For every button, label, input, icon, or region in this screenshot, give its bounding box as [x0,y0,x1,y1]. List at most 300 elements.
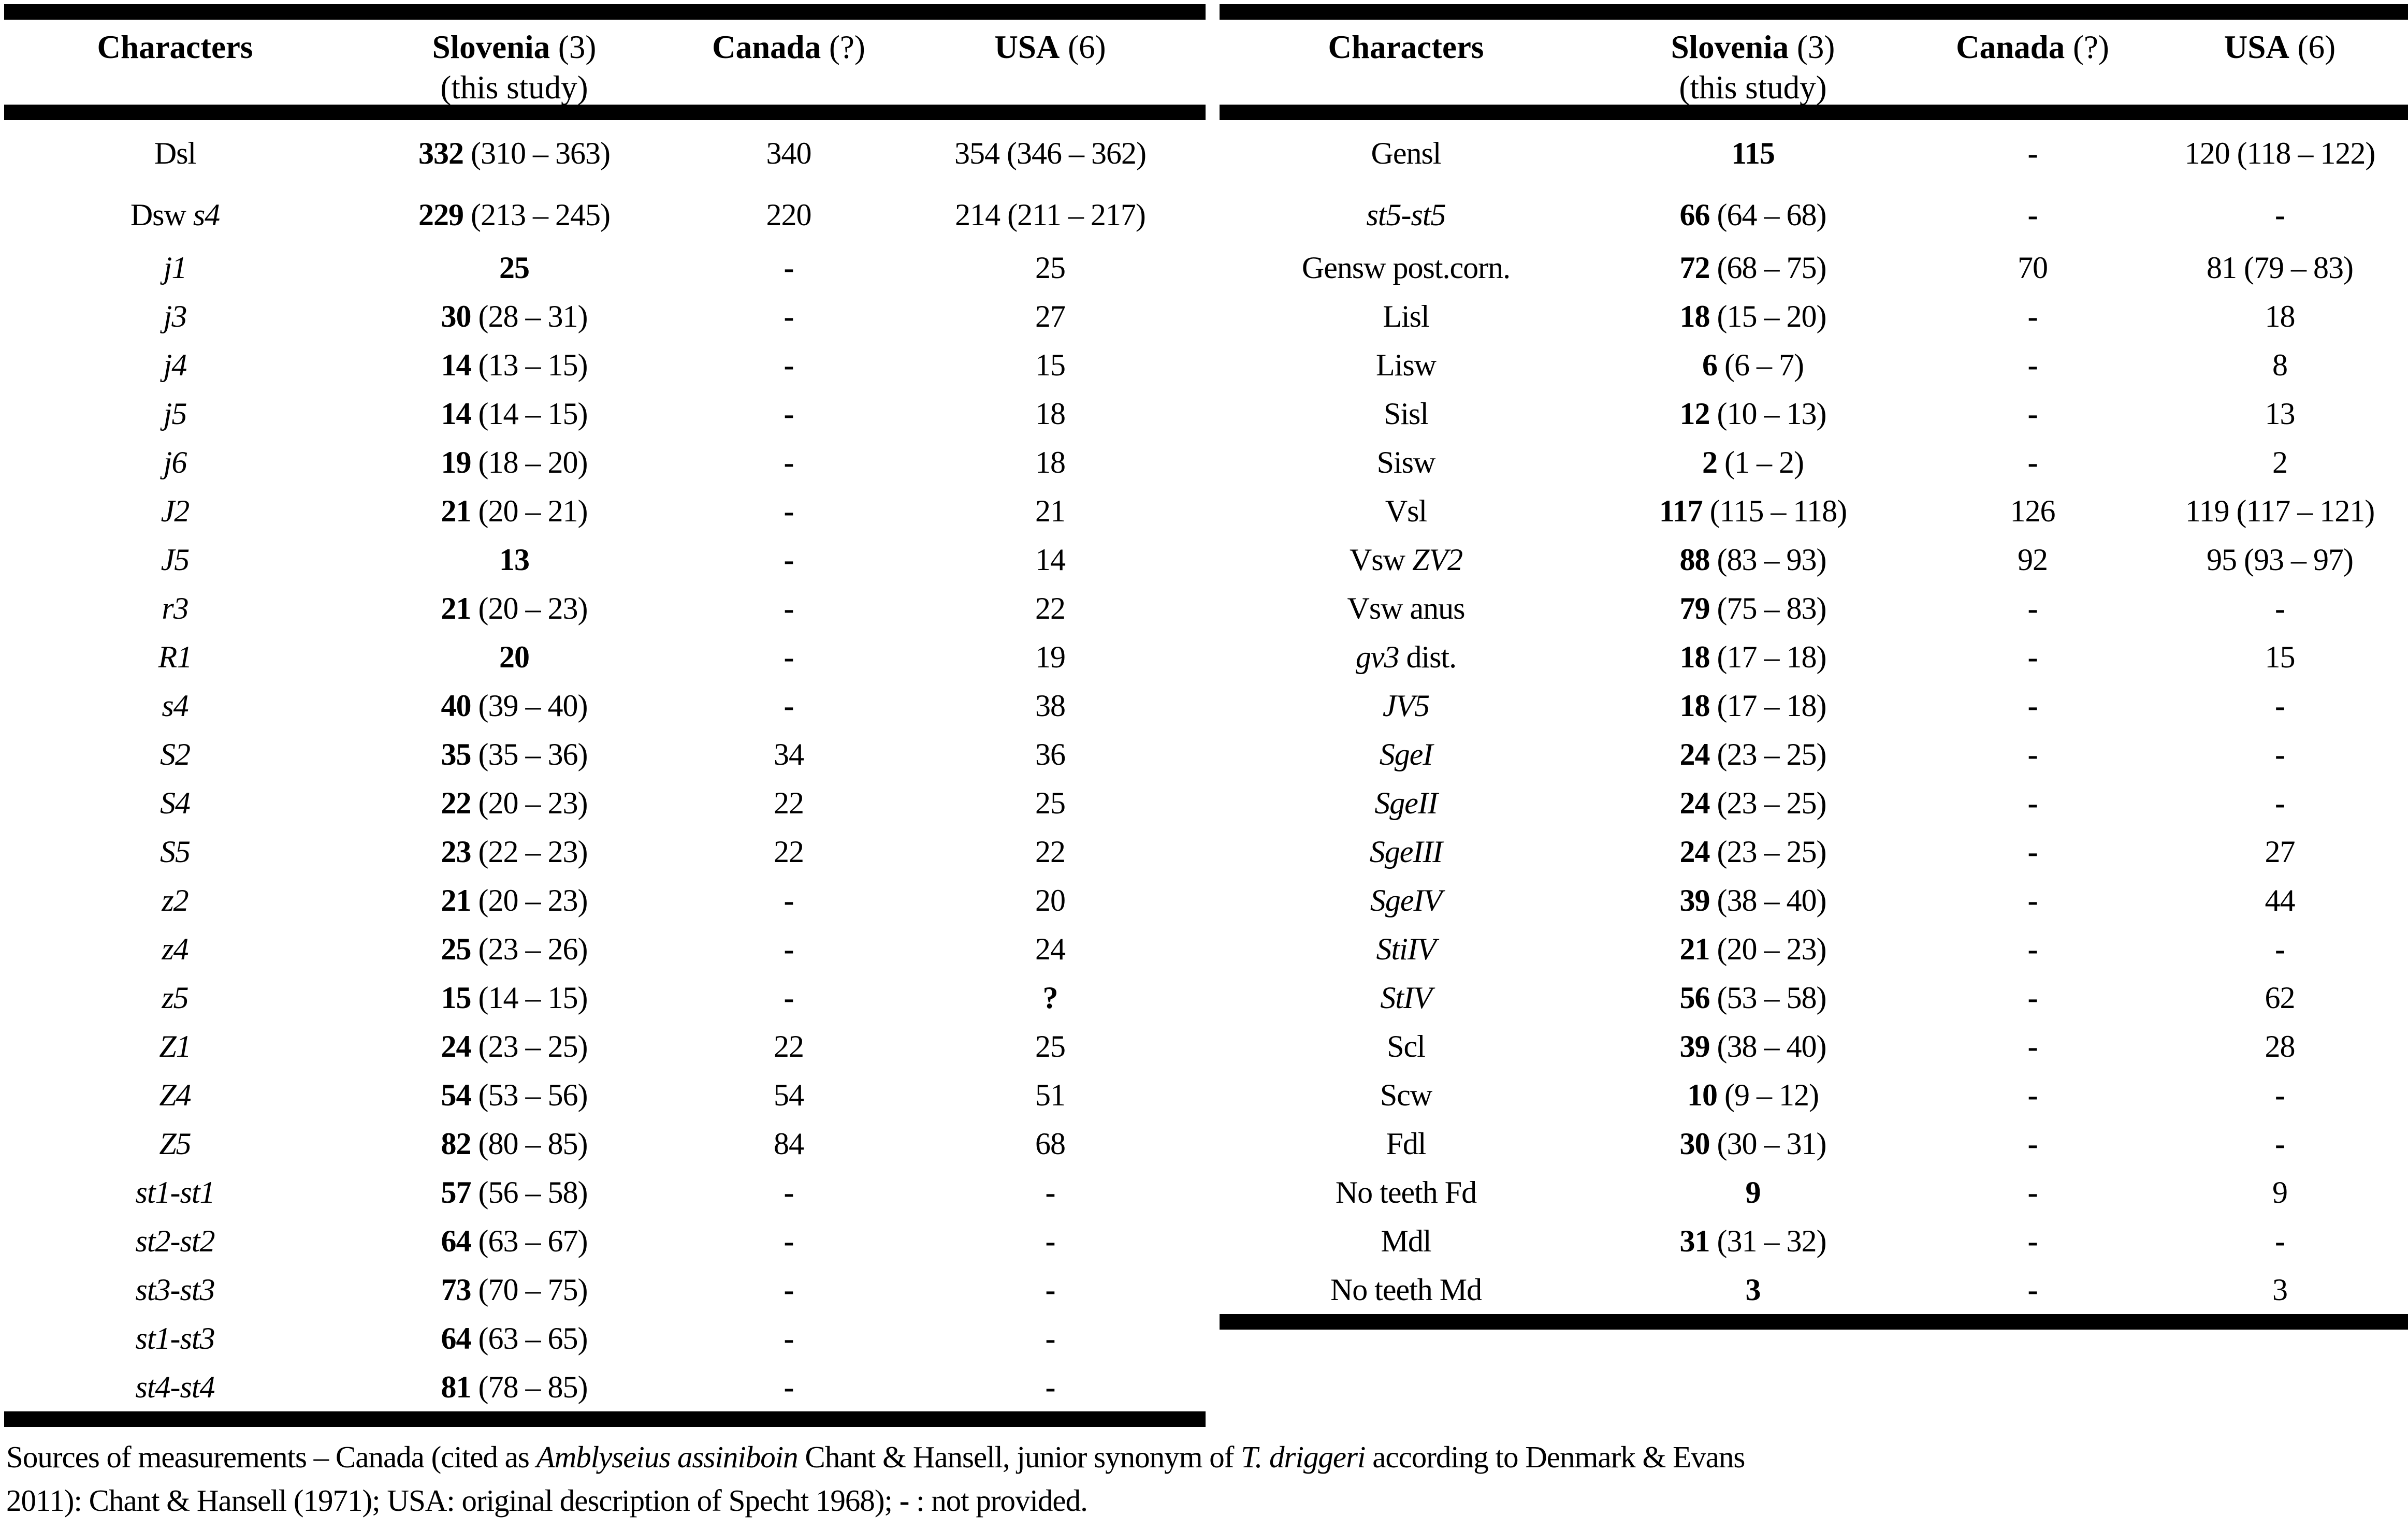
canada-value: 92 [2018,543,2048,577]
character-label-segment: Scw [1380,1078,1432,1112]
slovenia-value: 6 (6 – 7) [1702,348,1804,382]
slovenia-mean: 30 [441,299,471,333]
slovenia-subheader: (this study) [1679,69,1827,106]
character-label [1220,640,1592,674]
canada-sample-count: (?) [2072,29,2109,65]
usa-value [2152,591,2408,625]
usa-value: 15 [2265,640,2295,674]
canada-value [683,1321,895,1355]
usa-value: 8 [2272,348,2287,382]
slovenia-value: 15 (14 – 15) [441,981,588,1015]
slovenia-value: 25 (23 – 26) [441,932,588,966]
not-provided-dash: - [2027,445,2038,479]
canada-value: 22 [774,835,804,869]
not-provided-dash: - [784,1321,794,1355]
character-label [1220,883,1592,917]
slovenia-mean: 40 [441,689,471,723]
right-table-body [1220,120,2408,1314]
character-label-segment: No teeth Fd [1335,1175,1477,1209]
character-label [4,198,346,232]
character-label [1220,1029,1592,1063]
usa-value: 95 (93 – 97) [2207,543,2353,577]
slovenia-value: 18 (17 – 18) [1679,689,1826,723]
slovenia-value: 31 (31 – 32) [1679,1224,1826,1258]
not-provided-dash: - [2275,1224,2285,1258]
character-label [4,835,346,869]
usa-value: 25 [1035,786,1065,820]
column-header-usa [2152,20,2408,105]
left-measurements-table [4,4,1206,1427]
canada-value [1913,348,2152,382]
footnote-text-segment: Amblyseius assiniboin [536,1440,798,1474]
usa-value [2152,1127,2408,1161]
slovenia-mean: 3 [1745,1273,1761,1307]
not-provided-dash: - [784,1370,794,1404]
not-provided-dash: - [784,1224,794,1258]
slovenia-value [1592,1175,1913,1209]
left-table-header [4,20,1206,105]
usa-value: 3 [2272,1273,2287,1307]
canada-value [683,299,895,333]
usa-value: 25 [1035,251,1065,285]
canada-value [1913,136,2152,170]
slovenia-mean: 39 [1679,883,1710,917]
table-row [1220,1119,2408,1168]
not-provided-dash: - [784,689,794,723]
slovenia-subheader: (this study) [440,69,588,106]
table-row [4,243,1206,292]
canada-header-label: Canada [1956,29,2065,65]
character-label [4,981,346,1015]
footnote-text-segment: 2011): Chant & Hansell (1971); USA: original description of Specht 1968); [6,1483,900,1518]
canada-value [1913,1224,2152,1258]
character-label [4,299,346,333]
character-label [1220,397,1592,431]
slovenia-mean: 18 [1679,299,1710,333]
character-label [1220,981,1592,1015]
character-label [1220,737,1592,771]
character-label-segment: Fdl [1386,1127,1426,1161]
canada-value [683,640,895,674]
unknown-value: ? [1042,981,1058,1015]
canada-value [1913,883,2152,917]
not-provided-dash: - [2027,981,2038,1015]
table-row [4,1314,1206,1363]
canada-value: 22 [774,1029,804,1063]
footnote-text-segment: Chant & Hansell, junior synonym of [797,1440,1241,1474]
character-label-segment: j5 [163,397,187,431]
table-footnote [6,1435,2404,1522]
table-row [4,1217,1206,1265]
not-provided-dash: - [2027,198,2038,232]
usa-sample-count: (6) [1068,29,1106,65]
usa-value: 18 [2265,299,2295,333]
slovenia-value: 18 (17 – 18) [1679,640,1826,674]
slovenia-mean: 18 [1679,640,1710,674]
not-provided-dash: - [2275,1127,2285,1161]
character-label [4,445,346,479]
table-row [1220,487,2408,535]
canada-value [1913,299,2152,333]
character-label-segment: Dsw [130,198,193,232]
usa-value: 22 [1035,835,1065,869]
canada-value [683,883,895,917]
slovenia-value: 30 (28 – 31) [441,299,588,333]
usa-value [2152,786,2408,820]
slovenia-value: 24 (23 – 25) [441,1029,588,1063]
table-row [4,292,1206,341]
slovenia-value: 64 (63 – 65) [441,1321,588,1355]
canada-value: 84 [774,1127,804,1161]
slovenia-mean: 64 [441,1321,471,1355]
not-provided-dash: - [2027,397,2038,431]
not-provided-dash: - [2275,689,2285,723]
table-row [4,535,1206,584]
table-row [1220,535,2408,584]
usa-value [895,1321,1206,1355]
character-label [1220,1078,1592,1112]
character-label [4,883,346,917]
slovenia-mean: 25 [499,251,529,285]
character-label-segment: gv3 [1355,640,1399,674]
not-provided-dash: - [2275,786,2285,820]
character-label [1220,1224,1592,1258]
slovenia-value [346,640,683,674]
character-label-segment: J2 [161,494,190,528]
character-label [1220,591,1592,625]
character-label [1220,932,1592,966]
slovenia-value: 39 (38 – 40) [1679,1029,1826,1063]
usa-value: 51 [1035,1078,1065,1112]
canada-value [683,397,895,431]
character-label-segment: s4 [193,198,220,232]
canada-value [683,251,895,285]
usa-value [895,1175,1206,1209]
slovenia-value: 81 (78 – 85) [441,1370,588,1404]
slovenia-mean: 332 [418,136,464,170]
slovenia-header-line1 [346,27,683,67]
usa-value [2152,1224,2408,1258]
not-provided-dash: - [784,1273,794,1307]
slovenia-value: 19 (18 – 20) [441,445,588,479]
slovenia-mean: 229 [418,198,464,232]
slovenia-value [346,543,683,577]
usa-value: 44 [2265,883,2295,917]
slovenia-value: 10 (9 – 12) [1687,1078,1819,1112]
not-provided-dash: - [784,397,794,431]
character-label-segment: Dsl [154,136,196,170]
table-row [4,120,1206,186]
character-label [4,640,346,674]
usa-value: 81 (79 – 83) [2207,251,2353,285]
usa-value [895,1224,1206,1258]
character-label-segment: st5-st5 [1366,198,1446,232]
character-label-segment: Vsw anus [1347,591,1465,625]
usa-value: 38 [1035,689,1065,723]
table-row [1220,186,2408,243]
slovenia-mean: 73 [441,1273,471,1307]
not-provided-dash: - [784,591,794,625]
not-provided-dash: - [784,1175,794,1209]
slovenia-mean: 9 [1745,1175,1761,1209]
column-header-slovenia [346,20,683,105]
character-label [1220,689,1592,723]
slovenia-mean: 24 [1679,737,1710,771]
column-header-characters [1220,20,1592,105]
character-label [1220,299,1592,333]
slovenia-value: 2 (1 – 2) [1702,445,1804,479]
canada-value [683,543,895,577]
table-row [4,389,1206,438]
not-provided-dash: - [2027,640,2038,674]
usa-value: 14 [1035,543,1065,577]
not-provided-dash: - [784,299,794,333]
not-provided-dash: - [2027,1224,2038,1258]
slovenia-mean: 72 [1679,251,1710,285]
slovenia-mean: 21 [441,494,471,528]
table-row [1220,730,2408,779]
usa-value [2152,1078,2408,1112]
usa-value: 20 [1035,883,1065,917]
character-label-segment: StIV [1380,981,1432,1015]
slovenia-value: 23 (22 – 23) [441,835,588,869]
footnote-text-segment: : not provided. [909,1483,1087,1518]
character-label [4,1321,346,1355]
table-row [4,681,1206,730]
slovenia-mean: 30 [1679,1127,1710,1161]
canada-value: 54 [774,1078,804,1112]
slovenia-value: 66 (64 – 68) [1679,198,1826,232]
slovenia-value: 30 (30 – 31) [1679,1127,1826,1161]
not-provided-dash: - [2275,591,2285,625]
table-row [1220,1022,2408,1071]
not-provided-dash: - [1045,1224,1055,1258]
slovenia-value: 21 (20 – 23) [441,883,588,917]
character-label [1220,543,1592,577]
not-provided-dash: - [2027,835,2038,869]
column-header-canada [1913,20,2152,105]
character-label-segment: s4 [162,689,188,723]
canada-value [1913,981,2152,1015]
slovenia-value: 24 (23 – 25) [1679,786,1826,820]
character-label-segment: Z1 [159,1029,191,1063]
slovenia-value: 24 (23 – 25) [1679,835,1826,869]
usa-value: 36 [1035,737,1065,771]
usa-value: 27 [1035,299,1065,333]
slovenia-header-label: Slovenia [432,29,550,65]
canada-value [1913,932,2152,966]
character-label [1220,251,1592,285]
slovenia-mean: 88 [1679,543,1710,577]
table-row [4,487,1206,535]
character-label-segment: S5 [160,835,190,869]
not-provided-dash: - [784,932,794,966]
not-provided-dash: - [2027,136,2038,170]
slovenia-mean: 117 [1659,494,1703,528]
character-label [4,689,346,723]
character-label-segment: Scl [1387,1029,1425,1063]
slovenia-mean: 22 [441,786,471,820]
slovenia-mean: 54 [441,1078,471,1112]
canada-value [1913,835,2152,869]
usa-value [2152,737,2408,771]
character-label [4,136,346,170]
character-label-segment: Vsl [1385,494,1427,528]
slovenia-mean: 115 [1731,136,1775,170]
usa-value: 27 [2265,835,2295,869]
footnote-line-1 [6,1435,2404,1479]
not-provided-dash: - [2027,1127,2038,1161]
slovenia-mean: 24 [1679,786,1710,820]
character-label [4,786,346,820]
not-provided-dash: - [2027,1175,2038,1209]
slovenia-mean: 21 [441,591,471,625]
usa-value: 21 [1035,494,1065,528]
characters-header-label: Characters [97,29,253,65]
canada-value [683,1273,895,1307]
character-label [4,1127,346,1161]
slovenia-mean: 24 [1679,835,1710,869]
slovenia-mean: 31 [1679,1224,1710,1258]
slovenia-value [346,251,683,285]
canada-value: 340 [766,136,811,170]
character-label [4,543,346,577]
canada-value [1913,689,2152,723]
slovenia-value: 64 (63 – 67) [441,1224,588,1258]
not-provided-dash: - [1045,1273,1055,1307]
canada-value [1913,591,2152,625]
footnote-text-segment: Sources of measurements – Canada (cited as [6,1440,536,1474]
table-row [4,1071,1206,1119]
slovenia-mean: 35 [441,737,471,771]
not-provided-dash: - [2275,932,2285,966]
slovenia-value: 88 (83 – 93) [1679,543,1826,577]
not-provided-dash: - [2027,932,2038,966]
slovenia-value: 14 (14 – 15) [441,397,588,431]
usa-value: 22 [1035,591,1065,625]
not-provided-dash: - [784,883,794,917]
character-label-segment: S4 [160,786,190,820]
character-label [1220,1273,1592,1307]
right-table-top-rule [1220,4,2408,20]
slovenia-value: 14 (13 – 15) [441,348,588,382]
character-label [4,494,346,528]
table-row [1220,1265,2408,1314]
slovenia-value: 72 (68 – 75) [1679,251,1826,285]
character-label [4,1175,346,1209]
not-provided-dash: - [1045,1321,1055,1355]
usa-value [895,1273,1206,1307]
slovenia-value: 21 (20 – 23) [441,591,588,625]
not-provided-dash: - [2027,591,2038,625]
character-label-segment: SgeIV [1370,883,1442,917]
character-label [1220,786,1592,820]
footnote-line-2 [6,1479,2404,1522]
character-label [4,591,346,625]
slovenia-value: 79 (75 – 83) [1679,591,1826,625]
canada-value [683,981,895,1015]
character-label-segment: Gensw post.corn. [1301,251,1511,285]
character-label-segment: z2 [162,883,188,917]
character-label-segment: st3-st3 [135,1273,215,1307]
table-row [1220,389,2408,438]
table-row [4,186,1206,243]
table-row [4,1265,1206,1314]
slovenia-mean: 21 [1679,932,1710,966]
slovenia-mean: 15 [441,981,471,1015]
table-row [1220,120,2408,186]
character-label [4,1273,346,1307]
table-row [1220,1217,2408,1265]
column-header-characters [4,20,346,105]
usa-value: 25 [1035,1029,1065,1063]
character-label [4,932,346,966]
table-row [1220,243,2408,292]
canada-value [683,932,895,966]
slovenia-mean: 2 [1702,445,1718,479]
canada-value [683,689,895,723]
slovenia-mean: 25 [441,932,471,966]
not-provided-dash: - [2027,786,2038,820]
character-label-segment: Z5 [159,1127,191,1161]
slovenia-value: 35 (35 – 36) [441,737,588,771]
not-provided-dash: - [1045,1370,1055,1404]
usa-header-label: USA [994,29,1060,65]
characters-header-label: Characters [1328,29,1484,65]
character-label-segment: j4 [163,348,187,382]
usa-value [2152,689,2408,723]
table-row [1220,292,2408,341]
table-row [4,341,1206,389]
slovenia-mean: 39 [1679,1029,1710,1063]
canada-value [1913,1029,2152,1063]
slovenia-mean: 79 [1679,591,1710,625]
canada-header-label: Canada [712,29,821,65]
footnote-text-segment: according to Denmark & Evans [1365,1440,1745,1474]
canada-value [683,494,895,528]
slovenia-value: 117 (115 – 118) [1659,494,1847,528]
character-label-segment: SgeIII [1369,835,1443,869]
character-label-segment: Gensl [1371,136,1441,170]
table-row [4,876,1206,925]
character-label-segment: Sisw [1376,445,1435,479]
character-label [4,1370,346,1404]
canada-value: 220 [766,198,811,232]
column-header-slovenia [1592,20,1913,105]
table-row [4,633,1206,681]
not-provided-dash: - [2027,299,2038,333]
slovenia-mean: 82 [441,1127,471,1161]
slovenia-value: 54 (53 – 56) [441,1078,588,1112]
character-label-segment: Sisl [1383,397,1429,431]
slovenia-value: 82 (80 – 85) [441,1127,588,1161]
table-row [4,925,1206,973]
table-row [1220,584,2408,633]
canada-value [1913,640,2152,674]
character-label-segment: Lisl [1383,299,1429,333]
slovenia-mean: 24 [441,1029,471,1063]
usa-value [895,981,1206,1015]
character-label-segment: z4 [162,932,188,966]
character-label-segment: j3 [163,299,187,333]
usa-value: 119 (117 – 121) [2185,494,2375,528]
slovenia-value: 24 (23 – 25) [1679,737,1826,771]
slovenia-mean: 10 [1687,1078,1718,1112]
canada-value [1913,445,2152,479]
canada-value [683,1370,895,1404]
usa-value: 18 [1035,445,1065,479]
slovenia-mean: 13 [499,543,529,577]
